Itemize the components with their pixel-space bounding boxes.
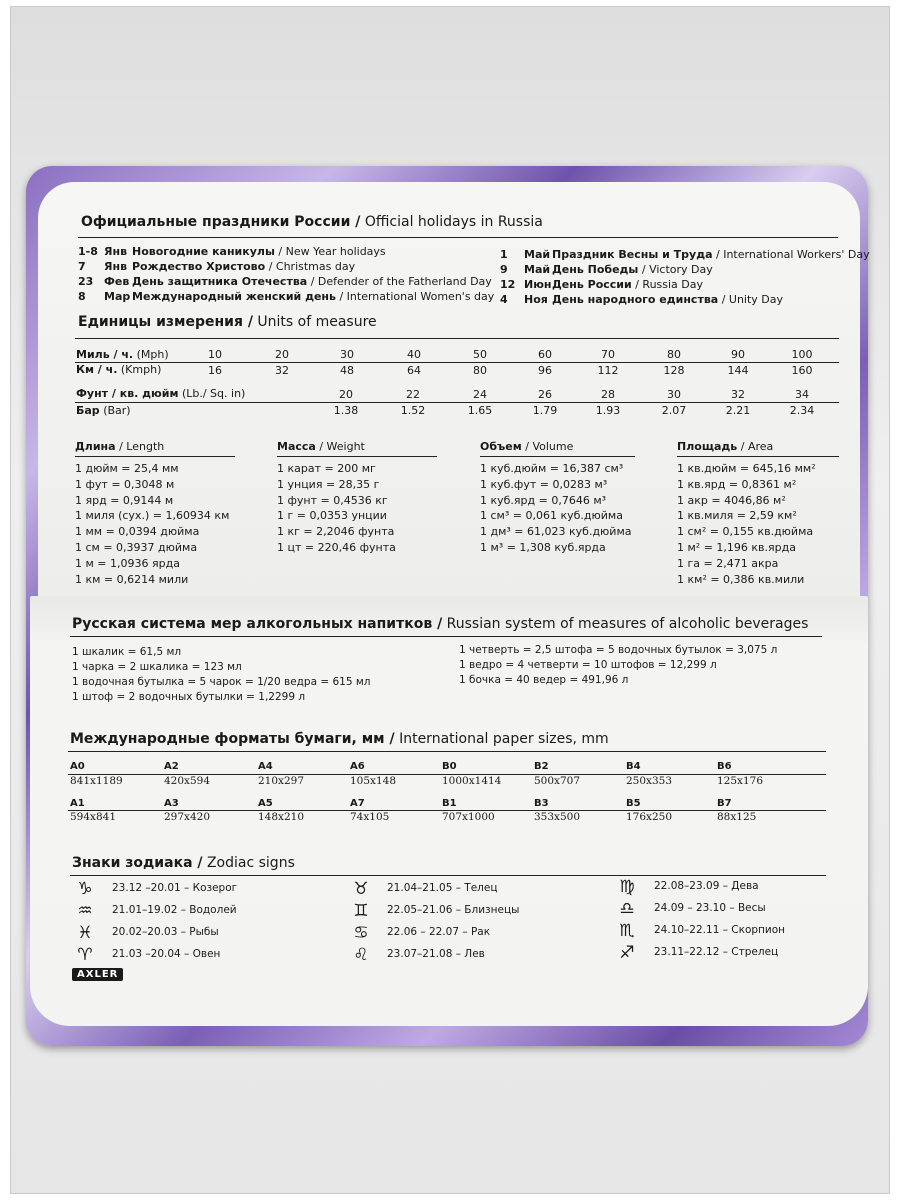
paper-size-name: A4 (258, 761, 273, 772)
bar-cell: 2.07 (661, 404, 687, 417)
length-title-en: / Length (119, 440, 165, 453)
alcohol-left-item: 1 водочная бутылка = 5 чарок = 1/20 ведра = 615 мл (72, 676, 371, 688)
area-item: 1 км² = 0,386 кв.мили (677, 572, 805, 586)
length-item: 1 м = 1,0936 ярда (75, 556, 180, 570)
area-item: 1 кв.дюйм = 645,16 мм² (677, 462, 816, 475)
length-title-ru: Длина (75, 440, 116, 453)
mph-cell: 10 (208, 348, 222, 361)
holiday-name-ru: День народного единства (552, 293, 719, 306)
psi-label: Фунт / кв. дюйм (Lb./ Sq. in) (76, 387, 246, 400)
kmph-cell: 96 (538, 364, 552, 377)
alcohol-left-item: 1 шкалик = 61,5 мл (72, 646, 182, 658)
zodiac-sign-icon: ♈ (77, 945, 93, 965)
units-rule (75, 338, 839, 339)
weight-item: 1 унция = 28,35 г (277, 477, 380, 491)
alcohol-title: Русская система мер алкогольных напитков / Russian system of measures of alcoholic beverages (72, 616, 809, 632)
holiday-month: Янв (104, 245, 128, 258)
zodiac-sign-dates: 23.12 –20.01 – Козерог (112, 882, 238, 894)
volume-item: 1 куб.фут = 0,0283 м³ (480, 477, 608, 491)
holiday-name-ru: Международный женский день (132, 290, 336, 303)
mph-cell: 70 (601, 348, 615, 361)
volume-item: 1 м³ = 1,308 куб.ярда (480, 541, 606, 554)
zodiac-sign-dates: 22.06 – 22.07 – Рак (387, 926, 491, 938)
holiday-day: 8 (78, 290, 86, 303)
zodiac-sign-icon: ♎ (619, 899, 635, 919)
paper-size-name: A0 (70, 761, 85, 772)
alcohol-left-item: 1 чарка = 2 шкалика = 123 мл (72, 661, 242, 673)
paper-size-value: 148x210 (258, 811, 305, 823)
holidays-title: Официальные праздники России / Official holidays in Russia (81, 214, 543, 230)
length-rule (75, 456, 235, 457)
holiday-name-en: / New Year holidays (278, 245, 386, 258)
paper-size-value: 500x707 (534, 775, 581, 787)
paper-size-name: B0 (442, 761, 457, 772)
bar-label: Бар (Bar) (76, 404, 131, 417)
paper-size-name: B5 (626, 798, 641, 809)
mph-cell: 40 (407, 348, 421, 361)
mph-cell: 90 (731, 348, 745, 361)
psi-cell: 34 (795, 388, 809, 401)
holiday-name (552, 278, 703, 291)
zodiac-sign-icon: ♍ (619, 877, 635, 897)
holiday-day: 9 (500, 263, 508, 276)
zodiac-sign-dates: 24.10–22.11 – Скорпион (654, 924, 786, 936)
holiday-month: Май (524, 263, 551, 276)
bar-cell: 1.65 (467, 404, 493, 417)
zodiac-sign-dates: 22.05–21.06 – Близнецы (387, 904, 520, 916)
mph-cell: 80 (667, 348, 681, 361)
paper-size-name: B7 (717, 798, 732, 809)
weight-item: 1 фунт = 0,4536 кг (277, 493, 388, 507)
speed-rule (75, 362, 839, 363)
paper-rule (68, 751, 826, 752)
psi-cell: 32 (731, 388, 745, 401)
holiday-name-en: / International Workers' Day (716, 248, 870, 261)
kmph-cell: 16 (208, 364, 222, 377)
area-item: 1 кв.ярд = 0,8361 м² (677, 477, 797, 491)
paper-size-name: A3 (164, 798, 179, 809)
length-item: 1 миля (сух.) = 1,60934 км (75, 509, 230, 523)
holiday-name-ru: Праздник Весны и Труда (552, 248, 713, 261)
paper-size-value: 210x297 (258, 775, 305, 787)
area-rule (677, 456, 839, 457)
length-item: 1 дюйм = 25,4 мм (75, 462, 179, 475)
holiday-month: Ноя (524, 293, 548, 306)
mph-cell: 30 (340, 348, 354, 361)
holiday-name-ru: Новогодние каникулы (132, 245, 275, 258)
weight-item: 1 карат = 200 мг (277, 462, 376, 475)
paper-size-name: A2 (164, 761, 179, 772)
paper-size-value: 707x1000 (442, 811, 495, 823)
psi-cell: 24 (473, 388, 487, 401)
holiday-name (552, 248, 870, 261)
zodiac-title: Знаки зодиака / Zodiac signs (72, 855, 295, 871)
paper-size-name: A1 (70, 798, 85, 809)
volume-item: 1 куб.дюйм = 16,387 см³ (480, 462, 624, 475)
holiday-day: 1 (500, 248, 508, 261)
pressure-rule (75, 402, 839, 403)
paper-size-name: A5 (258, 798, 273, 809)
zodiac-sign-icon: ♐ (619, 943, 635, 963)
alcohol-right-item: 1 ведро = 4 четверти = 10 штофов = 12,299 л (459, 659, 717, 671)
bar-cell: 2.34 (789, 404, 815, 417)
zodiac-sign-icon: ♋ (353, 923, 369, 943)
holiday-month: Янв (104, 260, 128, 273)
mph-cell: 100 (791, 348, 813, 361)
psi-cell: 22 (406, 388, 420, 401)
holiday-name (132, 275, 492, 288)
mph-label: Миль / ч. (Mph) (76, 348, 169, 361)
paper-size-value: 841x1189 (70, 775, 123, 787)
holiday-name-ru: Рождество Христово (132, 260, 266, 273)
volume-item: 1 куб.ярд = 0,7646 м³ (480, 493, 607, 507)
paper-size-name: B3 (534, 798, 549, 809)
paper-size-name: B1 (442, 798, 457, 809)
holiday-day: 4 (500, 293, 508, 306)
units-title: Единицы измерения / Units of measure (78, 314, 377, 330)
kmph-cell: 128 (663, 364, 685, 377)
holiday-name-en: / Christmas day (268, 260, 356, 273)
weight-rule (277, 456, 437, 457)
kmph-cell: 48 (340, 364, 354, 377)
area-item: 1 акр = 4046,86 м² (677, 493, 786, 507)
psi-cell: 20 (339, 388, 353, 401)
paper-size-name: A7 (350, 798, 365, 809)
holiday-name (552, 293, 783, 306)
paper-title: Международные форматы бумаги, мм / International paper sizes, mm (70, 731, 609, 747)
paper-size-name: B2 (534, 761, 549, 772)
alcohol-rule (70, 636, 822, 637)
volume-item: 1 дм³ = 61,023 куб.дюйма (480, 525, 632, 539)
volume-title-ru: Объем (480, 440, 522, 453)
kmph-cell: 32 (275, 364, 289, 377)
volume-rule (480, 456, 635, 457)
length-item: 1 км = 0,6214 мили (75, 572, 189, 586)
length-item: 1 фут = 0,3048 м (75, 477, 175, 491)
holiday-name (132, 290, 494, 303)
paper-size-value: 1000x1414 (442, 775, 502, 787)
kmph-cell: 112 (597, 364, 619, 377)
paper-size-value: 74x105 (350, 811, 390, 823)
zodiac-sign-icon: ♉ (353, 879, 369, 899)
weight-title-en: / Weight (319, 440, 365, 453)
holiday-month: Июн (524, 278, 552, 291)
area-title-en: / Area (740, 440, 774, 453)
paper-size-name: A6 (350, 761, 365, 772)
weight-title (277, 440, 365, 453)
weight-item: 1 кг = 2,2046 фунта (277, 525, 395, 539)
weight-item: 1 г = 0,0353 унции (277, 509, 387, 523)
holiday-name (552, 263, 713, 276)
zodiac-sign-dates: 21.01–19.02 – Водолей (112, 904, 237, 916)
alcohol-right-item: 1 бочка = 40 ведер = 491,96 л (459, 674, 629, 686)
area-item: 1 см² = 0,155 кв.дюйма (677, 525, 814, 539)
zodiac-sign-dates: 22.08–23.09 – Дева (654, 880, 759, 892)
zodiac-rule (70, 875, 826, 876)
paper-size-name: B6 (717, 761, 732, 772)
holiday-name (132, 245, 386, 258)
zodiac-sign-icon: ♓ (77, 923, 93, 943)
paper-size-value: 353x500 (534, 811, 581, 823)
holiday-day: 7 (78, 260, 86, 273)
alcohol-right-item: 1 четверть = 2,5 штофа = 5 водочных бутылок = 3,075 л (459, 644, 778, 656)
zodiac-sign-icon: ♏ (619, 921, 635, 941)
holiday-name-ru: День защитника Отечества (132, 275, 308, 288)
psi-cell: 28 (601, 388, 615, 401)
weight-title-ru: Масса (277, 440, 316, 453)
psi-cell: 26 (538, 388, 552, 401)
area-item: 1 м² = 1,196 кв.ярда (677, 541, 796, 554)
bar-cell: 1.38 (333, 404, 359, 417)
bar-cell: 1.93 (595, 404, 621, 417)
kmph-label: Км / ч. (Kmph) (76, 363, 162, 376)
holidays-rule (78, 237, 838, 238)
bar-cell: 1.79 (532, 404, 558, 417)
paper-size-value: 594x841 (70, 811, 117, 823)
volume-title-en: / Volume (525, 440, 574, 453)
zodiac-sign-icon: ♑ (77, 879, 93, 899)
paper-size-value: 105x148 (350, 775, 397, 787)
holiday-name-en: / International Women's day (339, 290, 495, 303)
length-title (75, 440, 164, 453)
axler-logo: AXLER (72, 968, 123, 981)
paper-size-value: 176x250 (626, 811, 673, 823)
zodiac-sign-icon: ♊ (353, 901, 369, 921)
holiday-name-ru: День России (552, 278, 632, 291)
paper-size-name: B4 (626, 761, 641, 772)
area-title-ru: Площадь (677, 440, 738, 453)
kmph-cell: 64 (407, 364, 421, 377)
area-item: 1 кв.миля = 2,59 км² (677, 509, 797, 523)
holiday-name (132, 260, 355, 273)
zodiac-sign-dates: 21.03 –20.04 – Овен (112, 948, 221, 960)
length-item: 1 см = 0,3937 дюйма (75, 541, 198, 554)
holiday-month: Фев (104, 275, 130, 288)
mph-cell: 60 (538, 348, 552, 361)
zodiac-sign-icon: ♌ (353, 945, 369, 965)
zodiac-sign-dates: 24.09 – 23.10 – Весы (654, 902, 766, 914)
bar-cell: 1.52 (400, 404, 426, 417)
length-item: 1 мм = 0,0394 дюйма (75, 525, 200, 539)
area-title (677, 440, 773, 453)
mph-cell: 20 (275, 348, 289, 361)
paper-size-value: 297x420 (164, 811, 211, 823)
kmph-cell: 160 (791, 364, 813, 377)
volume-item: 1 см³ = 0,061 куб.дюйма (480, 509, 623, 523)
paper-size-value: 125x176 (717, 775, 764, 787)
alcohol-left-item: 1 штоф = 2 водочных бутылки = 1,2299 л (72, 691, 306, 703)
weight-item: 1 цт = 220,46 фунта (277, 541, 396, 554)
zodiac-sign-dates: 20.02–20.03 – Рыбы (112, 926, 219, 938)
paper-size-value: 420x594 (164, 775, 211, 787)
zodiac-sign-icon: ♒ (77, 901, 93, 921)
holiday-day: 12 (500, 278, 516, 291)
bar-cell: 2.21 (725, 404, 751, 417)
holiday-name-en: / Defender of the Fatherland Day (310, 275, 492, 288)
length-item: 1 ярд = 0,9144 м (75, 493, 174, 507)
holiday-day: 1-8 (78, 245, 98, 258)
holiday-name-en: / Unity Day (721, 293, 784, 306)
holiday-name-en: / Russia Day (635, 278, 704, 291)
holiday-day: 23 (78, 275, 94, 288)
holiday-name-en: / Victory Day (641, 263, 713, 276)
zodiac-sign-dates: 21.04–21.05 – Телец (387, 882, 498, 894)
holiday-name-ru: День Победы (552, 263, 639, 276)
volume-title (480, 440, 573, 453)
kmph-cell: 80 (473, 364, 487, 377)
zodiac-sign-dates: 23.11–22.12 – Стрелец (654, 946, 779, 958)
zodiac-sign-dates: 23.07–21.08 – Лев (387, 948, 485, 960)
area-item: 1 га = 2,471 акра (677, 556, 779, 570)
psi-cell: 30 (667, 388, 681, 401)
mph-cell: 50 (473, 348, 487, 361)
holiday-month: Май (524, 248, 551, 261)
paper-size-value: 250x353 (626, 775, 673, 787)
paper-size-value: 88x125 (717, 811, 757, 823)
kmph-cell: 144 (727, 364, 749, 377)
holiday-month: Мар (104, 290, 131, 303)
